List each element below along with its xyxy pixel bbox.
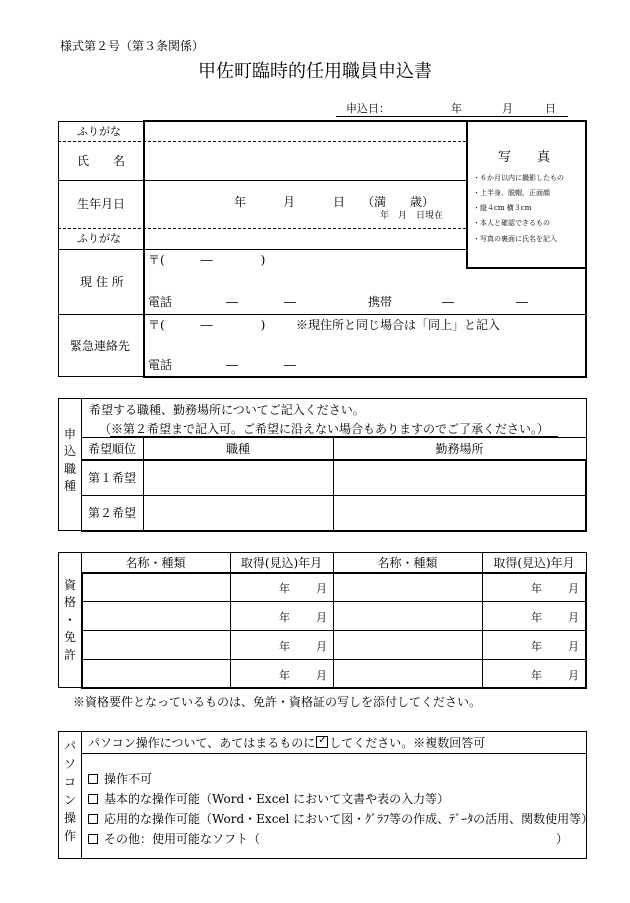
birth-day-unit: 日	[333, 195, 346, 209]
emergency-phone-dash: ―	[284, 358, 296, 372]
photo-note: ・６か月以内に撮影したもの	[473, 174, 564, 182]
birthdate-field[interactable]	[146, 183, 464, 227]
address-phone-dash: ―	[226, 295, 238, 309]
desired-job-instruction: 希望する職種、勤務場所についてご記入ください。	[89, 403, 365, 417]
address-phone-label: 電話	[148, 295, 173, 309]
qualification-note: ※資格要件となっているものは、免許・資格証の写しを添付してください。	[73, 695, 482, 709]
other-software-field[interactable]	[270, 830, 555, 846]
furigana-field[interactable]	[146, 123, 464, 139]
desired-job-side-label: 申 込 職 種	[63, 427, 76, 494]
apply-date-month: 月	[502, 102, 513, 115]
second-choice-workplace-field[interactable]	[336, 498, 583, 528]
photo-note: ・上半身、脱帽、正面顔	[473, 189, 550, 197]
header-qual-name: 名称・種類	[377, 556, 438, 570]
qualifications-side-label: 資 格 ・ 免 許	[63, 578, 76, 662]
form-number-label: 様式第２号（第３条関係）	[60, 39, 205, 53]
checkbox-icon[interactable]	[88, 794, 98, 804]
name-label: 氏 名	[77, 154, 126, 168]
second-choice-job-field[interactable]	[146, 498, 331, 528]
pc-option-none[interactable]: 操作不可	[88, 773, 152, 785]
qual-row[interactable]: 年 月 年 月	[279, 611, 579, 624]
checkbox-icon[interactable]	[88, 774, 98, 784]
header-qual-name: 名称・種類	[125, 556, 186, 570]
checkbox-icon[interactable]	[88, 814, 98, 824]
same-as-address-note: ※現住所と同じ場合は「同上」と記入	[296, 318, 501, 332]
pc-skills-side-label: パ ソ コ ン 操 作	[63, 739, 76, 843]
header-qual-date: 取得(見込)年月	[493, 556, 575, 570]
photo-note: ・本人と確認できるもの	[473, 219, 550, 227]
name-field[interactable]	[146, 144, 464, 178]
address-label: 現 住 所	[80, 275, 124, 289]
pc-option-advanced[interactable]: 応用的な操作可能（Word・Excel において図・ｸﾞﾗﾌ等の作成、ﾃﾞｰﾀの活用、関数使用等）	[88, 813, 593, 825]
pc-option-other[interactable]: その他：使用可能なソフト（	[88, 833, 260, 845]
address-postal: 〒( ― )	[148, 253, 266, 267]
other-close-paren: ）	[556, 832, 569, 846]
header-job-type: 職種	[225, 442, 250, 456]
mobile-dash: ―	[516, 295, 528, 309]
age-open: （満	[362, 195, 387, 209]
apply-date[interactable]	[336, 102, 568, 116]
birth-year-unit: 年	[234, 195, 247, 209]
checked-box-icon: ✓	[318, 735, 327, 746]
emergency-contact-field[interactable]	[146, 317, 582, 374]
first-choice-workplace-field[interactable]	[336, 462, 583, 493]
desired-job-note: （※第２希望まで記入可。ご希望に沿えない場合もありますのでご了承ください。）	[99, 422, 550, 436]
first-choice-label: 第１希望	[88, 471, 137, 485]
address-phone-dash: ―	[284, 295, 296, 309]
age-as-of: 年 月 日現在	[380, 211, 444, 221]
photo-note: ・写真の裏面に氏名を記入	[473, 235, 557, 243]
address-furigana-field[interactable]	[146, 231, 464, 247]
page-title: 甲佐町臨時的任用職員申込書	[198, 61, 432, 82]
furigana-label: ふりがな	[77, 125, 121, 138]
mobile-dash: ―	[442, 295, 454, 309]
photo-note: ・縦４cm 横３cm	[473, 204, 532, 212]
furigana-address-label: ふりがな	[77, 232, 121, 245]
photo-title: 写 真	[498, 150, 551, 165]
birth-month-unit: 月	[283, 195, 296, 209]
apply-date-year: 年	[451, 102, 462, 115]
apply-date-day: 日	[545, 102, 556, 115]
checkbox-icon[interactable]	[88, 834, 98, 844]
apply-date-label: 申込日：	[346, 102, 390, 115]
pc-option-basic[interactable]: 基本的な操作可能（Word・Excel において文書や表の入力等）	[88, 793, 449, 805]
emergency-contact-label: 緊急連絡先	[70, 339, 131, 353]
birthdate-label: 生年月日	[77, 197, 126, 211]
pc-skills-instruction: パソコン操作について、あてはまるものに ✓ してください。※複数回答可	[88, 735, 486, 750]
header-priority: 希望順位	[88, 442, 137, 456]
qual-row[interactable]: 年 月 年 月	[279, 582, 579, 595]
second-choice-label: 第２希望	[88, 506, 137, 520]
first-choice-job-field[interactable]	[146, 462, 331, 493]
header-qual-date: 取得(見込)年月	[240, 556, 323, 570]
emergency-phone-label: 電話	[148, 358, 173, 372]
mobile-label: 携帯	[368, 295, 393, 309]
age-close: 歳）	[410, 195, 435, 209]
emergency-postal: 〒( ― )	[148, 318, 266, 332]
qual-row[interactable]: 年 月 年 月	[279, 640, 579, 653]
qual-row[interactable]: 年 月 年 月	[279, 669, 579, 682]
emergency-phone-dash: ―	[226, 358, 238, 372]
header-workplace: 勤務場所	[435, 442, 484, 456]
